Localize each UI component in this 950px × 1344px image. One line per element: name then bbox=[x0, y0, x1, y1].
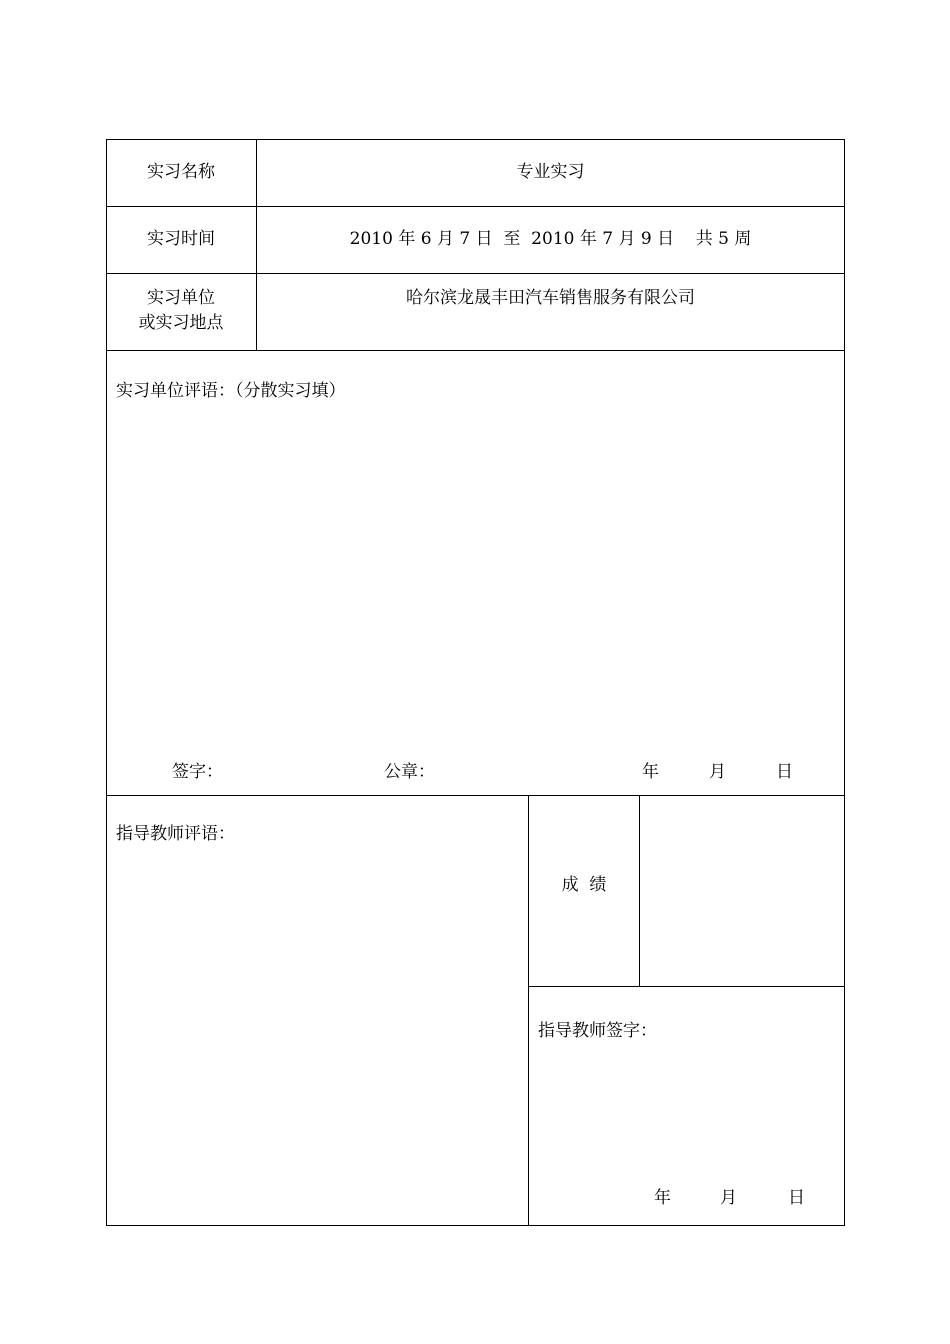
internship-unit-value: 哈尔滨龙晟丰田汽车销售服务有限公司 bbox=[406, 288, 695, 308]
internship-name-value: 专业实习 bbox=[516, 162, 585, 182]
internship-name-label: 实习名称 bbox=[147, 162, 215, 182]
column-divider bbox=[639, 795, 640, 987]
unit-seal-label: 公章： bbox=[384, 762, 435, 782]
row-divider bbox=[106, 206, 844, 207]
score-label: 成 绩 bbox=[561, 875, 607, 895]
table-border-top bbox=[106, 139, 844, 140]
row-divider bbox=[106, 795, 844, 796]
row-divider bbox=[528, 986, 844, 987]
table-border-right bbox=[844, 139, 845, 1226]
teacher-comment-title: 指导教师评语： bbox=[116, 824, 235, 844]
teacher-sign-label: 指导教师签字： bbox=[538, 1021, 657, 1041]
unit-sign-label: 签字： bbox=[172, 762, 223, 782]
teacher-date-month: 月 bbox=[720, 1188, 737, 1208]
internship-time-value: 2010 年 6 月 7 日 至 2010 年 7 月 9 日 共 5 周 bbox=[349, 229, 752, 249]
unit-date-day: 日 bbox=[776, 762, 793, 782]
teacher-date-day: 日 bbox=[788, 1188, 805, 1208]
unit-comment-title: 实习单位评语：（分散实习填） bbox=[116, 381, 346, 401]
column-divider bbox=[528, 795, 529, 1225]
table-border-bottom bbox=[106, 1225, 845, 1226]
internship-unit-label-line2: 或实习地点 bbox=[138, 313, 224, 333]
internship-unit-label-line1: 实习单位 bbox=[147, 288, 215, 308]
row-divider bbox=[106, 273, 844, 274]
teacher-date-year: 年 bbox=[654, 1188, 671, 1208]
row-divider bbox=[106, 350, 844, 351]
internship-time-label: 实习时间 bbox=[147, 229, 215, 249]
unit-date-year: 年 bbox=[642, 762, 659, 782]
internship-form-table bbox=[106, 139, 844, 1225]
unit-date-month: 月 bbox=[709, 762, 726, 782]
